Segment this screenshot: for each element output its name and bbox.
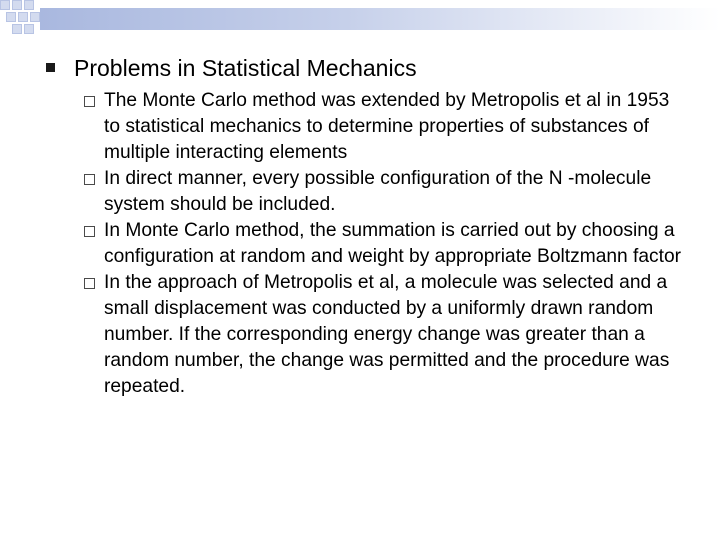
list-item-text: In Monte Carlo method, the summation is carried out by choosing a configuration at random and weight by appropriate Boltzmann factor: [104, 220, 682, 267]
checkbox-bullet-icon: [84, 226, 95, 237]
banner-square: [24, 0, 34, 10]
list-item-text: The Monte Carlo method was extended by Metropolis et al in 1953 to statistical mechanics to determine properties of substances of multiple interacting elements: [104, 90, 670, 163]
banner-square: [30, 12, 40, 22]
list-item: [84, 166, 684, 218]
square-bullet-icon: [46, 63, 55, 72]
list-item-text: In the approach of Metropolis et al, a molecule was selected and a small displacement was conducted by a uniformly drawn random number. If the corresponding energy change was greater than a random number, the change was permitted and the procedure was repeated.: [104, 272, 670, 397]
list-item-text: In direct manner, every possible configuration of the N -molecule system should be included.: [104, 168, 652, 215]
list-item: [84, 218, 684, 270]
checkbox-bullet-icon: [84, 174, 95, 185]
banner-gradient-bar: [40, 8, 720, 30]
banner-square: [0, 0, 10, 10]
banner-square: [12, 24, 22, 34]
list-item: [84, 270, 684, 400]
sub-bullet-list: [84, 88, 684, 400]
header-banner: [0, 0, 720, 40]
banner-square: [24, 24, 34, 34]
list-item: [84, 88, 684, 166]
checkbox-bullet-icon: [84, 96, 95, 107]
checkbox-bullet-icon: [84, 278, 95, 289]
slide-heading: Problems in Statistical Mechanics: [74, 55, 417, 81]
banner-square: [12, 0, 22, 10]
banner-square: [18, 12, 28, 22]
banner-square: [6, 12, 16, 22]
